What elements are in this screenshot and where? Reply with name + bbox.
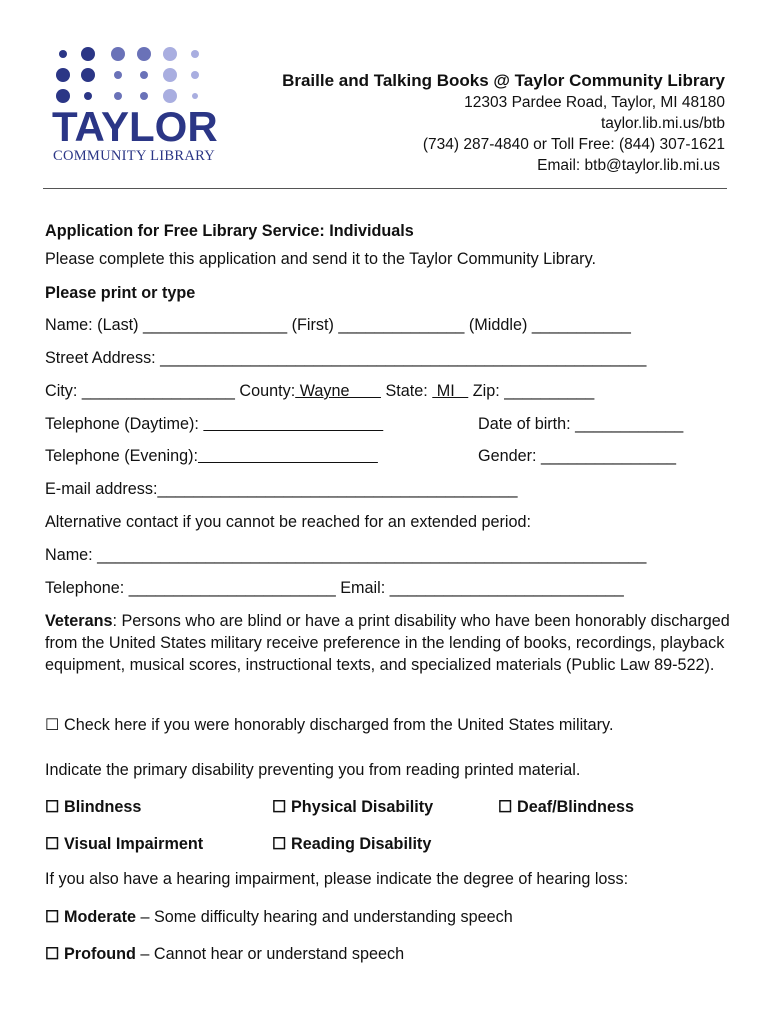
header-address: 12303 Pardee Road, Taylor, MI 48180	[464, 94, 725, 111]
logo-dot	[137, 47, 151, 61]
checkbox-reading-disability[interactable]: ☐ Reading Disability	[272, 835, 432, 853]
header-phone: (734) 287-4840 or Toll Free: (844) 307-1621	[422, 136, 725, 153]
print-note: Please print or type	[45, 284, 196, 302]
veterans-text: : Persons who are blind or have a print disability who have been honorably discharged from the United States military receive preference in the lending of books, recordings, playback equipment, musical scores, instructional texts, and specialized materials (Public Law 89-522).	[45, 612, 730, 674]
veterans-label: Veterans	[45, 612, 113, 630]
date-of-birth-field-line[interactable]: Date of birth: ____________	[478, 415, 684, 433]
logo-dot	[163, 68, 177, 82]
logo-dot	[114, 92, 122, 100]
telephone-evening-blank[interactable]	[198, 447, 378, 465]
logo-dot	[84, 92, 92, 100]
logo-dot	[59, 50, 67, 58]
hearing-profound-text: – Cannot hear or understand speech	[135, 945, 405, 963]
gender-field-line[interactable]: Gender: _______________	[478, 447, 677, 465]
checkbox-hearing-profound[interactable]	[45, 944, 404, 964]
header-title: Braille and Talking Books @ Taylor Community Library	[282, 71, 725, 90]
checkbox-physical-disability[interactable]: ☐ Physical Disability	[272, 798, 434, 816]
name-field-line[interactable]: Name: (Last) ________________ (First) ______________ (Middle) ___________	[45, 316, 631, 334]
checkbox-visual-impairment[interactable]: ☐ Visual Impairment	[45, 835, 204, 853]
library-header	[282, 70, 725, 176]
logo-dot	[56, 68, 70, 82]
telephone-daytime-line[interactable]	[45, 414, 383, 434]
hearing-moderate-label: ☐ Moderate	[45, 908, 136, 926]
logo-dot	[114, 71, 122, 79]
hearing-prompt: If you also have a hearing impairment, please indicate the degree of hearing loss:	[45, 870, 629, 888]
library-logo	[52, 44, 222, 174]
telephone-evening-label: Telephone (Evening):	[45, 447, 198, 465]
form-heading: Application for Free Library Service: Individuals	[45, 222, 414, 240]
telephone-daytime-blank[interactable]	[203, 415, 383, 433]
logo-wordmark: TAYLOR	[52, 103, 218, 150]
telephone-evening-line[interactable]	[45, 446, 378, 466]
logo-dot	[81, 68, 95, 82]
email-field-line[interactable]: E-mail address:________________________________________	[45, 480, 518, 498]
disability-prompt: Indicate the primary disability preventing you from reading printed material.	[45, 761, 581, 779]
logo-dot	[56, 89, 70, 103]
logo-dot	[163, 89, 177, 103]
hearing-profound-label: ☐ Profound	[45, 945, 136, 963]
city-county-label: City: _________________ County:	[45, 382, 296, 400]
state-value[interactable]: MI	[432, 382, 469, 400]
veteran-checkbox[interactable]: ☐ Check here if you were honorably discharged from the United States military.	[45, 716, 614, 734]
logo-dot	[192, 93, 198, 99]
logo-dot	[111, 47, 125, 61]
veterans-paragraph	[45, 610, 735, 676]
logo-subtitle: COMMUNITY LIBRARY	[53, 148, 216, 164]
logo-dot	[140, 92, 148, 100]
checkbox-blindness[interactable]: ☐ Blindness	[45, 798, 142, 816]
checkbox-hearing-moderate[interactable]	[45, 907, 513, 927]
logo-dot	[191, 50, 199, 58]
alternative-contact-prompt: Alternative contact if you cannot be reached for an extended period:	[45, 513, 531, 531]
logo-dot	[81, 47, 95, 61]
form-intro: Please complete this application and send it to the Taylor Community Library.	[45, 250, 596, 268]
logo-dot	[191, 71, 199, 79]
header-divider	[43, 188, 727, 189]
header-email: Email: btb@taylor.lib.mi.us	[537, 157, 720, 174]
zip-label: Zip: __________	[468, 382, 595, 400]
hearing-moderate-text: – Some difficulty hearing and understanding speech	[135, 908, 513, 926]
county-value[interactable]: Wayne	[295, 382, 381, 400]
checkbox-deaf-blindness[interactable]: ☐ Deaf/Blindness	[498, 798, 634, 816]
alt-name-field-line[interactable]: Name: _____________________________________________________________	[45, 546, 647, 564]
logo-dot	[140, 71, 148, 79]
telephone-daytime-label: Telephone (Daytime):	[45, 415, 204, 433]
header-website: taylor.lib.mi.us/btb	[600, 115, 725, 132]
state-label: State:	[380, 382, 433, 400]
alt-telephone-email-line[interactable]: Telephone: _______________________ Email: __________________________	[45, 579, 624, 597]
street-address-field-line[interactable]: Street Address: ______________________________________________________	[45, 349, 647, 367]
city-county-state-zip-line[interactable]	[45, 381, 594, 401]
logo-dot	[163, 47, 177, 61]
